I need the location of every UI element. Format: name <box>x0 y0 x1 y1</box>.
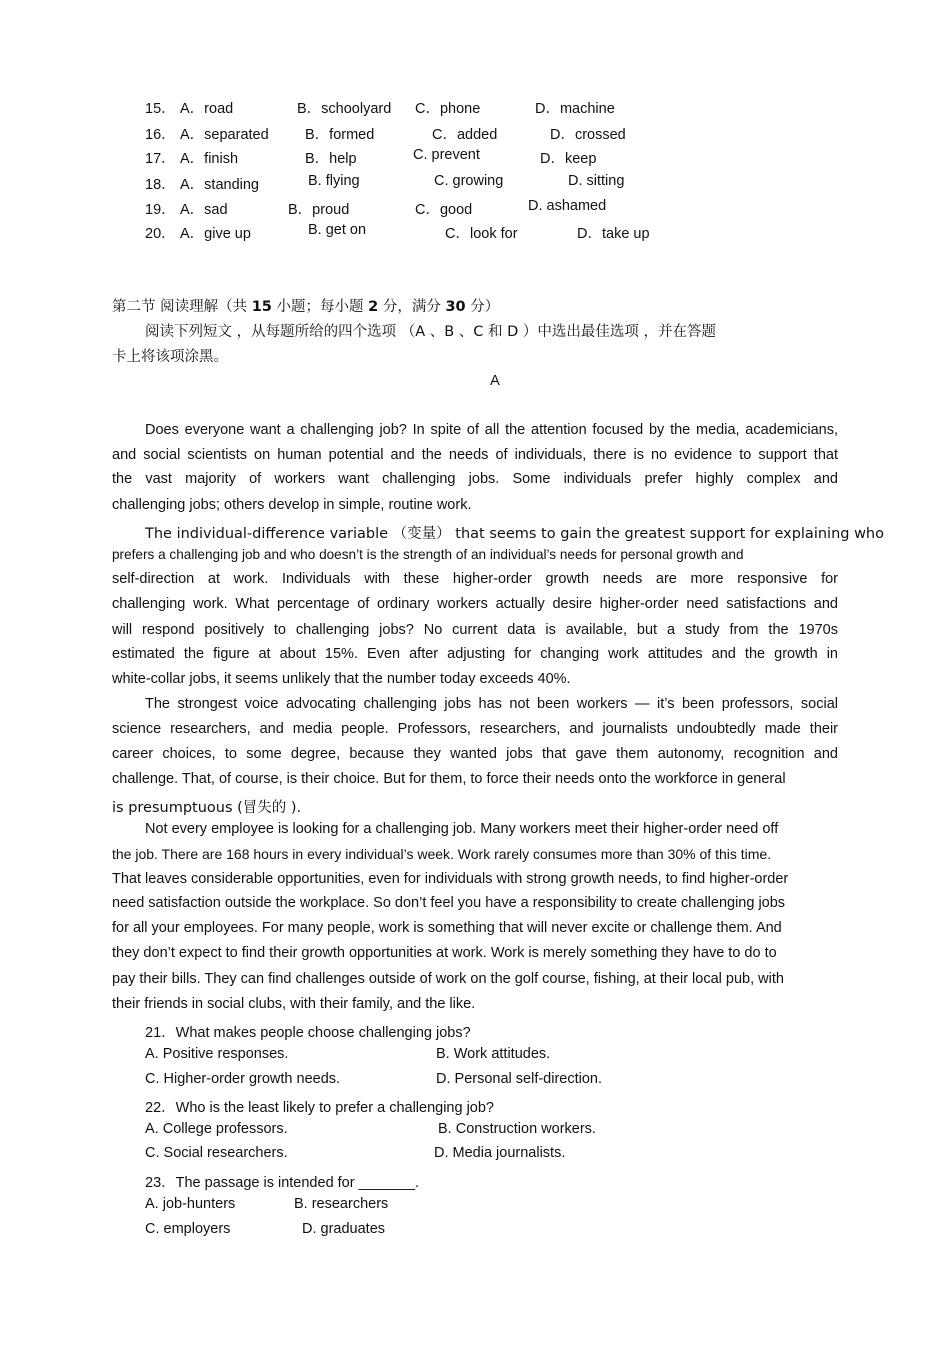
total-points: 30 <box>445 299 466 315</box>
option-d: D. sitting <box>568 173 625 189</box>
points-each: 2 <box>368 299 379 315</box>
choice-c: C. employers <box>145 1221 231 1237</box>
heading-prefix: 第二节 阅读理解（共 <box>112 299 252 315</box>
question-stem: 22．Who is the least likely to prefer a challenging job? <box>145 1100 494 1116</box>
passage-line: Does everyone want a challenging job? In spite of all the attention focused by the media, academicians, <box>145 422 838 438</box>
choice-b: B. researchers <box>294 1196 389 1212</box>
passage-line: challenge. That, of course, is their choice. But for them, to force their needs onto the workforce in general <box>112 771 786 787</box>
question-count: 15 <box>251 299 272 315</box>
passage-line: they don’t expect to find their growth opportunities at work. Work is merely something they have to do to <box>112 945 777 961</box>
instruction-line-1: 阅读下列短文 ，从每题所给的四个选项 （A 、B 、C 和 D ）中选出最佳选项 ，并在答题 <box>145 324 717 340</box>
heading-suffix: 分） <box>465 299 500 315</box>
option-b: B. get on <box>308 222 367 238</box>
passage-line: pay their bills. They can find challenges outside of work on the golf course, fishing, at their local pub, with <box>112 971 784 987</box>
option-a: A．road <box>180 101 234 117</box>
choice-a: A. job-hunters <box>145 1196 236 1212</box>
passage-line: for all your employees. For many people, work is something that will never excite or challenge them. And <box>112 920 782 936</box>
passage-line: career choices, to some degree, because they wanted jobs that gave them autonomy, recognition and <box>112 746 838 762</box>
question-stem: 23．The passage is intended for _______. <box>145 1175 420 1191</box>
passage-line: challenging work. What percentage of ordinary workers actually desire higher-order need satisfactions and <box>112 596 838 612</box>
option-a: A．standing <box>180 177 259 193</box>
option-c: C. growing <box>434 173 504 189</box>
passage-line: challenging jobs; others develop in simple, routine work. <box>112 497 472 513</box>
option-d: D．machine <box>535 101 615 117</box>
choice-d: D. Media journalists. <box>434 1145 566 1161</box>
passage-line: prefers a challenging job and who doesn’t is the strength of an individual’s needs for personal growth and <box>112 547 744 562</box>
item-number: 15． <box>145 101 176 117</box>
passage-line: will respond positively to challenging jobs? No current data is available, but a study from the 1970s <box>112 622 838 638</box>
passage-line: and social scientists on human potential and the needs of individuals, there is no evidence to support that <box>112 447 838 463</box>
item-number: 18． <box>145 177 176 193</box>
option-d: D．take up <box>577 226 650 242</box>
passage-line: self-direction at work. Individuals with these higher-order growth needs are more responsive for <box>112 571 838 587</box>
choice-b: B. Work attitudes. <box>436 1046 551 1062</box>
passage-line: the vast majority of workers want challenging jobs. Some individuals prefer highly complex and <box>112 471 838 487</box>
passage-line: is presumptuous (冒失的 ). <box>112 800 302 816</box>
passage-line: That leaves considerable opportunities, even for individuals with strong growth needs, to find higher-order <box>112 871 789 887</box>
passage-line: white-collar jobs, it seems unlikely that the number today exceeds 40%. <box>112 671 571 687</box>
passage-line: Not every employee is looking for a challenging job. Many workers meet their higher-order need off <box>145 821 779 837</box>
choice-d: D. Personal self-direction. <box>436 1071 603 1087</box>
choice-a: A. Positive responses. <box>145 1046 289 1062</box>
passage-line: estimated the figure at about 15%. Even after adjusting for changing work attitudes and the growth in <box>112 646 838 662</box>
passage-line: need satisfaction outside the workplace. So don’t feel you have a responsibility to create challenging jobs <box>112 895 786 911</box>
option-b: B．proud <box>288 202 350 218</box>
section-heading <box>112 295 499 315</box>
question-stem: 21．What makes people choose challenging jobs? <box>145 1025 471 1041</box>
passage-line: science researchers, and media people. Professors, researchers, and journalists undoubtedly made their <box>112 721 838 737</box>
choice-a: A. College professors. <box>145 1121 288 1137</box>
option-a: A．sad <box>180 202 228 218</box>
passage-line: the job. There are 168 hours in every individual’s week. Work rarely consumes more than 30% of this time. <box>112 846 772 862</box>
passage-line: their friends in social clubs, with their family, and the like. <box>112 996 476 1012</box>
option-a: A．give up <box>180 226 251 242</box>
choice-b: B. Construction workers. <box>438 1121 596 1137</box>
option-d: D．keep <box>540 151 597 167</box>
option-a: A．finish <box>180 151 239 167</box>
option-c: C．phone <box>415 101 481 117</box>
option-b: B．help <box>305 151 357 167</box>
passage-line: The strongest voice advocating challenging jobs has not been workers — it’s been professors, social <box>145 696 838 712</box>
option-c: C. prevent <box>413 147 480 163</box>
heading-mid-2: 分，满分 <box>378 299 446 315</box>
option-c: C．look for <box>445 226 518 242</box>
choice-d: D. graduates <box>302 1221 386 1237</box>
passage-label: A <box>490 373 500 389</box>
item-number: 17． <box>145 151 176 167</box>
option-b: B．schoolyard <box>297 101 392 117</box>
option-d: D. ashamed <box>528 198 607 214</box>
item-number: 20． <box>145 226 176 242</box>
option-a: A．separated <box>180 127 269 143</box>
option-b: B．formed <box>305 127 375 143</box>
option-d: D．crossed <box>550 127 626 143</box>
passage-line: The individual-difference variable （变量） that seems to gain the greatest support for explaining who <box>145 526 884 542</box>
option-b: B. flying <box>308 173 360 189</box>
option-c: C．added <box>432 127 498 143</box>
instruction-line-2: 卡上将该项涂黑。 <box>112 349 228 365</box>
heading-mid-1: 小题；每小题 <box>271 299 369 315</box>
choice-c: C. Higher-order growth needs. <box>145 1071 341 1087</box>
choice-c: C. Social researchers. <box>145 1145 288 1161</box>
option-c: C．good <box>415 202 473 218</box>
item-number: 19． <box>145 202 176 218</box>
item-number: 16． <box>145 127 176 143</box>
